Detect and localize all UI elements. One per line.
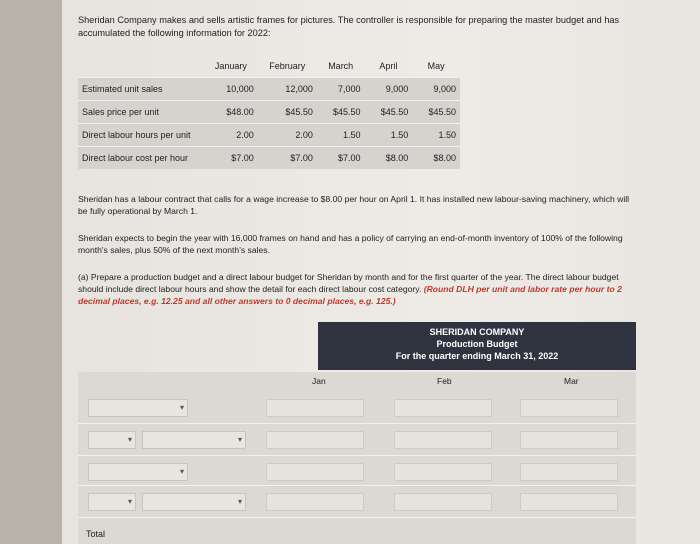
row4-mar-input[interactable] <box>520 493 618 511</box>
chevron-down-icon: ▾ <box>127 435 132 444</box>
budget-header <box>318 322 636 370</box>
row2-jan-input[interactable] <box>266 431 364 449</box>
cell: $45.50 <box>285 107 313 117</box>
budget-title: Production Budget <box>436 339 518 349</box>
cell: 10,000 <box>226 84 254 94</box>
table-row <box>78 124 460 147</box>
cell: 7,000 <box>338 84 361 94</box>
row-divider <box>78 485 636 486</box>
inventory-policy-text: Sheridan expects to begin the year with 16,000 frames on hand and has a policy of carrying an end-of-month inventory of 100% of the following month's sales, plus 50% of the next month's sales. <box>78 233 623 255</box>
row4-label-select[interactable] <box>142 493 246 511</box>
row3-mar-input[interactable] <box>520 463 618 481</box>
cell: $45.50 <box>333 107 361 117</box>
info-table <box>78 55 460 169</box>
cell: $7.00 <box>338 153 361 163</box>
cell: $7.00 <box>231 153 254 163</box>
question-text <box>78 271 638 307</box>
chevron-down-icon: ▾ <box>179 403 184 412</box>
cell: 1.50 <box>438 130 456 140</box>
header-blank <box>78 55 204 78</box>
cell: $7.00 <box>290 153 313 163</box>
row3-jan-input[interactable] <box>266 463 364 481</box>
cell: 9,000 <box>433 84 456 94</box>
table-row <box>78 101 460 124</box>
row1-label-select[interactable] <box>88 399 188 417</box>
rounding-instruction: (Round DLH per unit and labor rate per hour to 2 decimal places, e.g. 12.25 and all other answers to 0 decimal places, e.g. 125.) <box>78 284 622 306</box>
row4-feb-input[interactable] <box>394 493 492 511</box>
row1-jan-input[interactable] <box>266 399 364 417</box>
row2-label-select[interactable] <box>142 431 246 449</box>
question-body: (a) Prepare a production budget and a direct labour budget for Sheridan by month and for the first quarter of the year. The direct labour budget should include direct labour hours and show the detail for each direct labour cost category. <box>78 272 619 294</box>
row2-feb-input[interactable] <box>394 431 492 449</box>
column-header-mar: Mar <box>564 376 579 386</box>
month-header: February <box>269 61 306 71</box>
cell: 2.00 <box>236 130 254 140</box>
row-label: Direct labour cost per hour <box>82 153 189 163</box>
table-row <box>78 78 460 101</box>
total-label: Total <box>86 529 106 539</box>
company-name: SHERIDAN COMPANY <box>429 327 525 337</box>
chevron-down-icon: ▾ <box>127 497 132 506</box>
row2-operator-select[interactable] <box>88 431 136 449</box>
month-header: May <box>427 61 445 71</box>
chevron-down-icon: ▾ <box>179 467 184 476</box>
cell: 9,000 <box>385 84 409 94</box>
row-divider <box>78 423 636 424</box>
table-row <box>78 147 460 170</box>
row3-label-select[interactable] <box>88 463 188 481</box>
chevron-down-icon: ▾ <box>237 497 242 506</box>
labour-contract-text: Sheridan has a labour contract that calls for a wage increase to $8.00 per hour on April 1. It has installed new labour-saving machinery, which will be fully operational by March 1. <box>78 194 630 216</box>
cell: 1.50 <box>390 130 409 140</box>
intro-text: Sheridan Company makes and sells artistic frames for pictures. The controller is responsible for preparing the master budget and has accumulated the following information for 2022: <box>78 15 620 38</box>
month-header: January <box>214 61 247 71</box>
cell: 2.00 <box>295 130 313 140</box>
row4-jan-input[interactable] <box>266 493 364 511</box>
row2-mar-input[interactable] <box>520 431 618 449</box>
cell: $45.50 <box>428 107 456 117</box>
cell: 1.50 <box>343 130 361 140</box>
row-label: Direct labour hours per unit <box>82 130 191 140</box>
cell: $45.50 <box>380 107 409 117</box>
cell: $8.00 <box>433 153 456 163</box>
row-divider <box>78 517 636 518</box>
row3-feb-input[interactable] <box>394 463 492 481</box>
row-label: Sales price per unit <box>82 107 160 117</box>
row-label: Estimated unit sales <box>82 84 163 94</box>
row-divider <box>78 455 636 456</box>
row1-mar-input[interactable] <box>520 399 618 417</box>
budget-period: For the quarter ending March 31, 2022 <box>395 351 559 361</box>
month-header: April <box>379 61 398 71</box>
row4-operator-select[interactable] <box>88 493 136 511</box>
column-header-feb: Feb <box>437 376 452 386</box>
budget-grid <box>78 372 636 544</box>
cell: $8.00 <box>385 153 409 163</box>
chevron-down-icon: ▾ <box>237 435 242 444</box>
cell: 12,000 <box>285 84 313 94</box>
cell: $48.00 <box>226 107 254 117</box>
row1-feb-input[interactable] <box>394 399 492 417</box>
month-header: March <box>328 61 354 71</box>
column-header-jan: Jan <box>312 376 326 386</box>
